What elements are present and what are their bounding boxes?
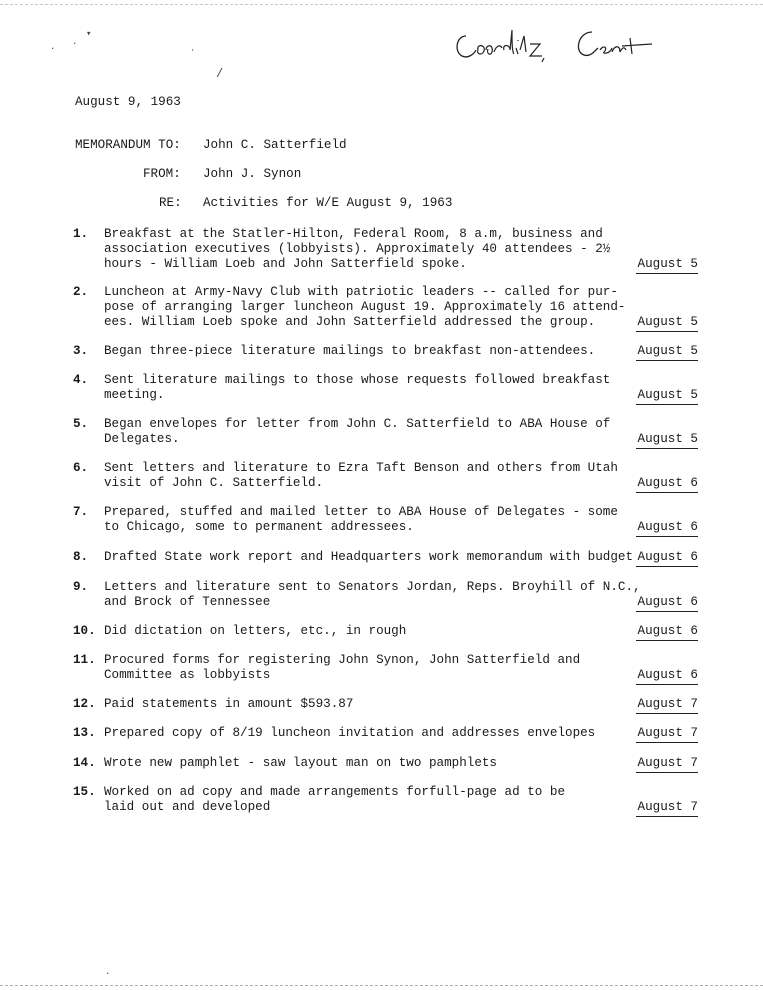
item-number: 9. (73, 580, 89, 594)
item-number: 4. (73, 373, 89, 387)
item-number: 1. (73, 227, 89, 241)
ink-speck: · (72, 39, 78, 49)
memo-from-value: John J. Synon (203, 167, 302, 181)
item-date: August 7 (636, 756, 698, 773)
item-number: 15. (73, 785, 96, 799)
item-date: August 5 (636, 315, 698, 332)
item-number: 10. (73, 624, 96, 638)
item-text: Procured forms for registering John Synon, John Satterfield and Committee as lobbyists (104, 653, 581, 682)
memo-re-label: RE: (159, 196, 182, 210)
item-date: August 6 (636, 476, 698, 493)
item-text: Breakfast at the Statler-Hilton, Federal Room, 8 a.m, business and association executives (lobbyists). Approximately 40 attendees - 2½ hours - William Loeb and John Satterfield spoke. (104, 227, 611, 271)
item-number: 6. (73, 461, 89, 475)
item-text: Drafted State work report and Headquarters work memorandum with budget (104, 550, 634, 564)
ink-speck: ʼ (190, 49, 196, 59)
item-number: 14. (73, 756, 96, 770)
item-date: August 6 (636, 550, 698, 567)
ink-speck: · (50, 44, 56, 54)
item-text: Did dictation on letters, etc., in rough (104, 624, 407, 638)
ink-speck: / (216, 67, 224, 81)
item-number: 3. (73, 344, 89, 358)
bottom-edge-line (0, 985, 763, 986)
memo-from-label: FROM: (143, 167, 181, 181)
item-number: 13. (73, 726, 96, 740)
item-number: 8. (73, 550, 89, 564)
item-text: Worked on ad copy and made arrangements forfull-page ad to be laid out and developed (104, 785, 566, 814)
item-text: Wrote new pamphlet - saw layout man on two pamphlets (104, 756, 497, 770)
item-text: Sent letters and literature to Ezra Taft Benson and others from Utah visit of John C. Satterfield. (104, 461, 618, 490)
item-date: August 6 (636, 595, 698, 612)
item-date: August 5 (636, 344, 698, 361)
item-number: 7. (73, 505, 89, 519)
memo-date: August 9, 1963 (75, 95, 181, 109)
item-date: August 7 (636, 726, 698, 743)
handwritten-annotation (452, 22, 682, 68)
top-edge-line (0, 4, 763, 5)
item-text: Prepared copy of 8/19 luncheon invitation and addresses envelopes (104, 726, 596, 740)
item-date: August 5 (636, 388, 698, 405)
item-date: August 6 (636, 624, 698, 641)
memo-to-value: John C. Satterfield (203, 138, 347, 152)
item-date: August 6 (636, 520, 698, 537)
item-date: August 5 (636, 257, 698, 274)
item-number: 11. (73, 653, 96, 667)
item-date: August 7 (636, 800, 698, 817)
item-date: August 5 (636, 432, 698, 449)
item-text: Began envelopes for letter from John C. Satterfield to ABA House of Delegates. (104, 417, 611, 446)
memo-re-value: Activities for W/E August 9, 1963 (203, 196, 453, 210)
item-text: Sent literature mailings to those whose requests followed breakfast meeting. (104, 373, 611, 402)
item-text: Began three-piece literature mailings to breakfast non-attendees. (104, 344, 596, 358)
ink-speck: · (105, 969, 111, 979)
item-text: Luncheon at Army-Navy Club with patriotic leaders -- called for pur- pose of arranging larger luncheon August 19. Approximately 16 attend- ees. William Loeb spoke and John Satterfield addressed the group. (104, 285, 626, 329)
item-number: 12. (73, 697, 96, 711)
item-text: Paid statements in amount $593.87 (104, 697, 354, 711)
item-number: 2. (73, 285, 89, 299)
item-text: Letters and literature sent to Senators Jordan, Reps. Broyhill of N.C., and Brock of Tennessee (104, 580, 641, 609)
ink-speck: ▾ (86, 29, 92, 39)
item-date: August 6 (636, 668, 698, 685)
item-number: 5. (73, 417, 89, 431)
item-date: August 7 (636, 697, 698, 714)
memo-to-label: MEMORANDUM TO: (75, 138, 181, 152)
item-text: Prepared, stuffed and mailed letter to ABA House of Delegates - some to Chicago, some to permanent addressees. (104, 505, 618, 534)
